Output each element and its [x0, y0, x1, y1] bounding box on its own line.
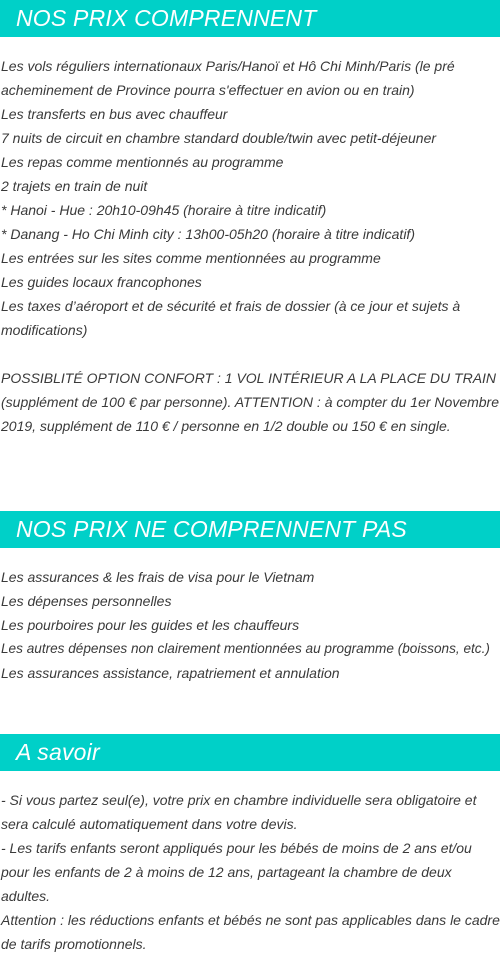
section-body [0, 54, 500, 438]
list-item: Les vols réguliers internationaux Paris/Hanoï et Hô Chi Minh/Paris (le pré acheminement de Province pourra s'effectuer en avion ou en train) [1, 58, 455, 98]
section-title: NOS PRIX COMPRENNENT [16, 5, 317, 31]
list-item: Les autres dépenses non clairement mentionnées au programme (boissons, etc.) [1, 641, 490, 656]
list-item: Les transferts en bus avec chauffeur [1, 106, 228, 122]
section-title: A savoir [16, 739, 100, 765]
list-item: Les assurances & les frais de visa pour le Vietnam [1, 569, 315, 585]
list-item: 7 nuits de circuit en chambre standard double/twin avec petit-déjeuner [1, 130, 437, 146]
list-item: - Si vous partez seul(e), votre prix en chambre individuelle sera obligatoire et sera calculé automatiquement dans votre devis. [1, 792, 477, 832]
list-item: Les dépenses personnelles [1, 593, 172, 609]
section-body [0, 565, 500, 685]
list-item: Les repas comme mentionnés au programme [1, 154, 284, 170]
list-item: 2 trajets en train de nuit [1, 178, 148, 194]
option-note: POSSIBLITÉ OPTION CONFORT : 1 VOL INTÉRIEUR A LA PLACE DU TRAIN (supplément de 100 € par personne). ATTENTION : à compter du 1er Novembre 2019, supplément de 110 € / personne en 1/2 double ou 150 € en single. [1, 370, 500, 434]
section-prix-ne-comprennent-pas [0, 511, 500, 685]
list-item: * Hanoi - Hue : 20h10-09h45 (horaire à titre indicatif) [1, 202, 327, 218]
list-item: Les taxes d’aéroport et de sécurité et frais de dossier (à ce jour et sujets à modifications) [1, 298, 461, 338]
list-item: Attention : les réductions enfants et bébés ne sont pas applicables dans le cadre de tarifs promotionnels. [1, 912, 500, 952]
list-item: Les guides locaux francophones [1, 274, 202, 290]
list-item: Les pourboires pour les guides et les chauffeurs [1, 617, 300, 633]
section-banner [0, 511, 500, 548]
section-prix-comprennent [0, 0, 500, 438]
section-banner [0, 734, 500, 771]
section-title: NOS PRIX NE COMPRENNENT PAS [16, 516, 407, 542]
list-item: * Danang - Ho Chi Minh city : 13h00-05h20 (horaire à titre indicatif) [1, 226, 415, 242]
list-item: Les assurances assistance, rapatriement et annulation [1, 665, 340, 681]
list-item: Les entrées sur les sites comme mentionnées au programme [1, 250, 381, 266]
section-a-savoir [0, 734, 500, 956]
section-banner [0, 0, 500, 37]
list-item: - Les tarifs enfants seront appliqués pour les bébés de moins de 2 ans et/ou pour les enfants de 2 à moins de 12 ans, partageant la chambre de deux adultes. [1, 840, 472, 904]
